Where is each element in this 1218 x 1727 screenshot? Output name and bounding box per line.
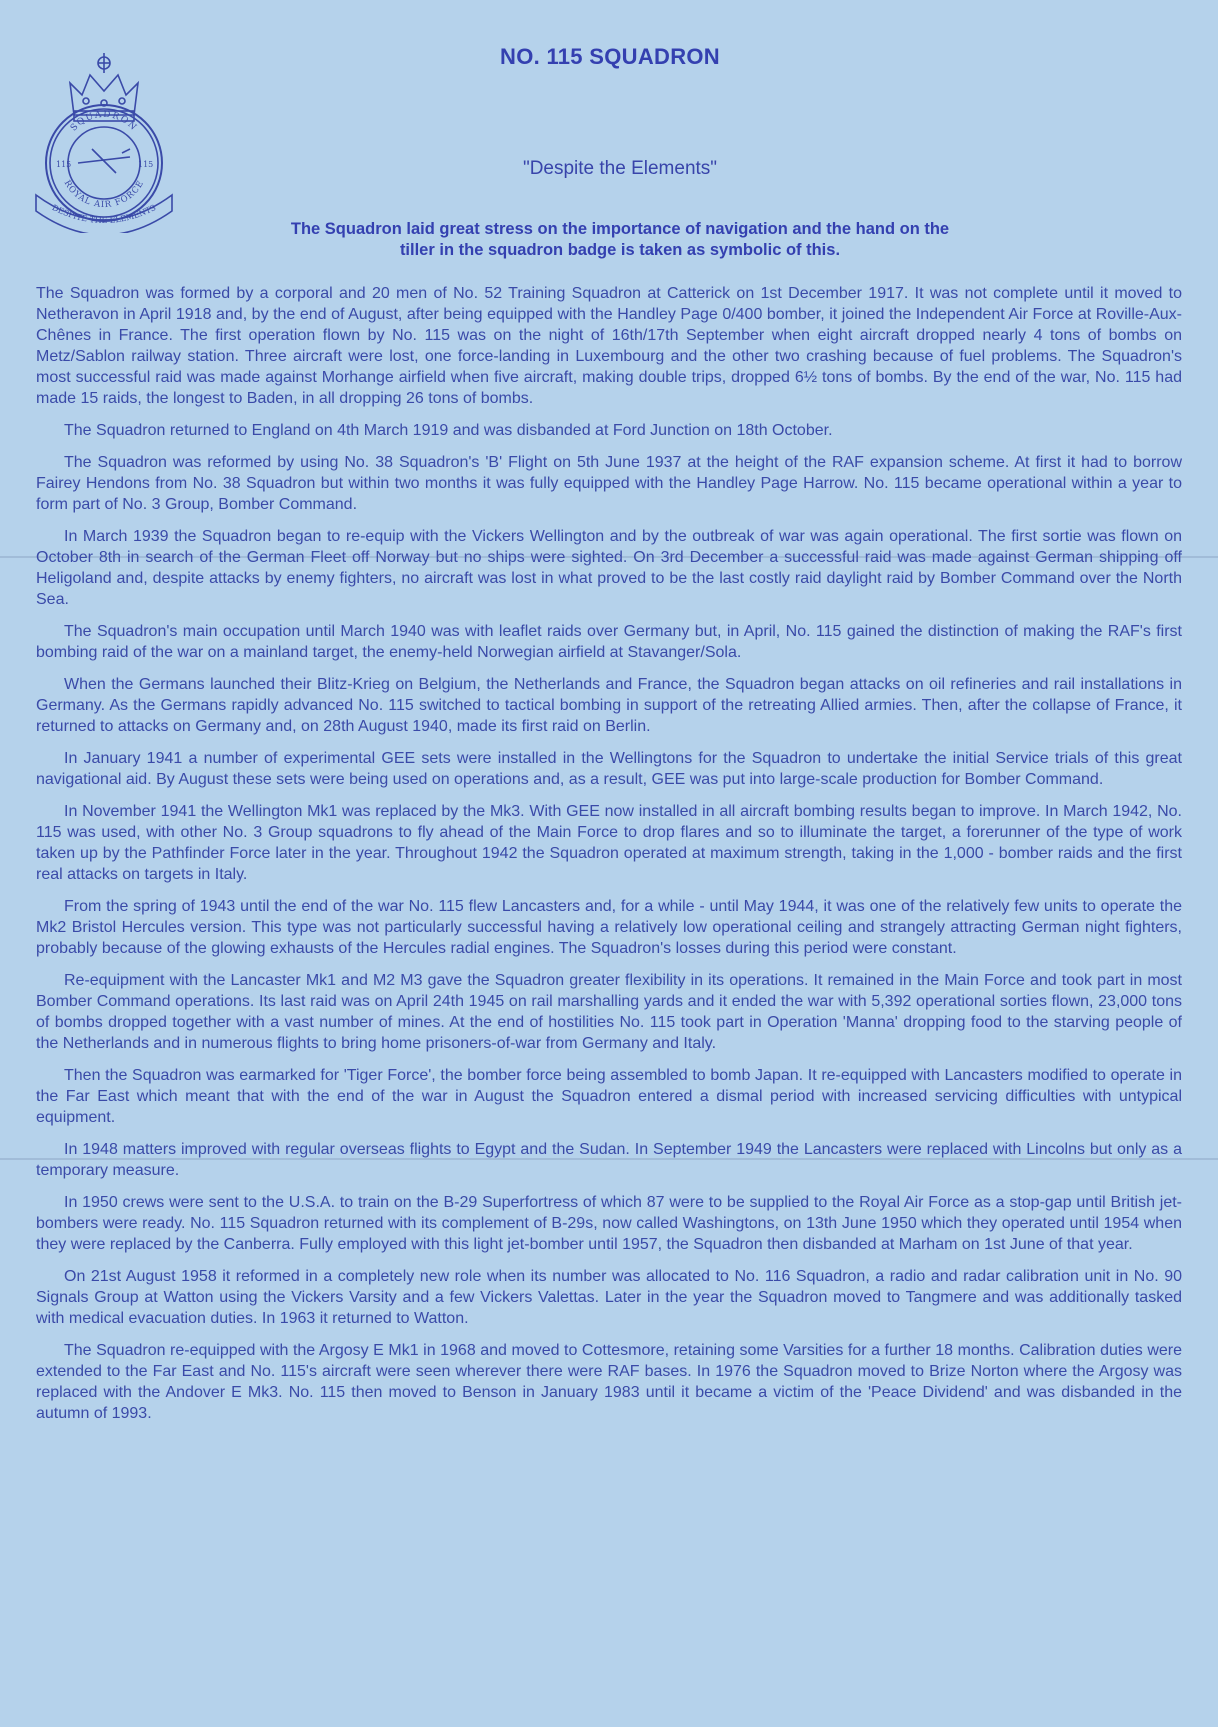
badge-top-text: SQUADRON <box>68 109 140 134</box>
history-paragraph: The Squadron re-equipped with the Argosy E Mk1 in 1968 and moved to Cottesmore, retaining some Varsities for a further 18 months. Calibration duties were extended to the Far East and No. 115's aircraft were seen wherever there were RAF bases. In 1976 the Squadron moved to Brize Norton where the Argosy was replaced with the Andover E Mk3. No. 115 then moved to Benson in January 1983 until it became a victim of the 'Peace Dividend' and was disbanded in the autumn of 1993. <box>36 1342 1182 1422</box>
history-paragraph: In January 1941 a number of experimental GEE sets were installed in the Wellingtons for the Squadron to undertake the initial Service trials of this great navigational aid. By August these sets were being used on operations and, as a result, GEE was put into large-scale production for Bomber Command. <box>36 750 1182 788</box>
history-paragraph: In March 1939 the Squadron began to re-equip with the Vickers Wellington and by the outbreak of war was again operational. The first sortie was flown on October 8th in search of the German Fleet off Norway but no ships were sighted. On 3rd December a successful raid was made against German shipping off Heligoland and, despite attacks by enemy fighters, no aircraft was lost in what proved to be the last costly raid daylight raid by Bomber Command over the North Sea. <box>36 528 1182 608</box>
history-paragraph: Then the Squadron was earmarked for 'Tiger Force', the bomber force being assembled to bomb Japan. It re-equipped with Lancasters modified to operate in the Far East which meant that with the end of the war in August the Squadron entered a dismal period with increased servicing difficulties with untypical equipment. <box>36 1067 1182 1126</box>
intro-statement: The Squadron laid great stress on the importance of navigation and the hand on the tiller in the squadron badge is taken as symbolic of this. <box>290 220 950 259</box>
badge-scroll-text: DESPITE THE ELEMENTS <box>50 203 158 226</box>
badge-ring-text: ROYAL AIR FORCE <box>61 178 147 211</box>
history-paragraph: When the Germans launched their Blitz-Krieg on Belgium, the Netherlands and France, the Squadron began attacks on oil refineries and rail installations in Germany. As the Germans rapidly advanced No. 115 switched to tactical bombing in support of the retreating Allied armies. Then, after the collapse of France, it returned to attacks on Germany and, on 28th August 1940, made its first raid on Berlin. <box>36 676 1182 735</box>
history-paragraph: The Squadron returned to England on 4th March 1919 and was disbanded at Ford Junction on 18th October. <box>64 422 833 439</box>
history-paragraph: The Squadron's main occupation until March 1940 was with leaflet raids over Germany but, in April, No. 115 gained the distinction of making the RAF's first bombing raid of the war on a mainland target, the enemy-held Norwegian airfield at Stavanger/Sola. <box>36 623 1182 661</box>
history-paragraph: In 1950 crews were sent to the U.S.A. to train on the B-29 Superfortress of which 87 were to be supplied to the Royal Air Force as a stop-gap until British jet-bombers were ready. No. 115 Squadron returned with its complement of B-29s, now called Washingtons, on 13th June 1950 which they operated until 1954 when they were replaced by the Canberra. Fully employed with this light jet-bomber until 1957, the Squadron then disbanded at Marham on 1st June of that year. <box>36 1194 1182 1253</box>
history-text <box>36 283 1182 1435</box>
badge-number-right: 115 <box>138 160 154 169</box>
history-paragraph: On 21st August 1958 it reformed in a completely new role when its number was allocated to No. 116 Squadron, a radio and radar calibration unit in No. 90 Signals Group at Watton using the Vickers Varsity and a few Vickers Valettas. Later in the year the Squadron moved to Tangmere and was additionally tasked with medical evacuation duties. In 1963 it returned to Watton. <box>36 1268 1182 1327</box>
page-title: NO. 115 SQUADRON <box>500 44 720 69</box>
squadron-motto: "Despite the Elements" <box>522 158 718 179</box>
badge-number-left: 115 <box>56 160 72 169</box>
history-paragraph: In November 1941 the Wellington Mk1 was replaced by the Mk3. With GEE now installed in all aircraft bombing results began to improve. In March 1942, No. 115 was used, with other No. 3 Group squadrons to fly ahead of the Main Force to drop flares and so to illuminate the target, a forerunner of the type of work taken up by the Pathfinder Force later in the year. Throughout 1942 the Squadron operated at maximum strength, taking in the 1,000 - bomber raids and the first real attacks on targets in Italy. <box>36 803 1182 883</box>
history-paragraph: In 1948 matters improved with regular overseas flights to Egypt and the Sudan. In September 1949 the Lancasters were replaced with Lincolns but only as a temporary measure. <box>36 1141 1182 1179</box>
history-paragraph: From the spring of 1943 until the end of the war No. 115 flew Lancasters and, for a while - until May 1944, it was one of the relatively few units to operate the Mk2 Bristol Hercules version. This type was not particularly successful having a relatively low operational ceiling and strangely attracting German night fighters, probably because of the glowing exhausts of the Hercules radial engines. The Squadron's losses during this period were constant. <box>36 898 1182 957</box>
history-paragraph: The Squadron was reformed by using No. 38 Squadron's 'B' Flight on 5th June 1937 at the height of the RAF expansion scheme. At first it had to borrow Fairey Hendons from No. 38 Squadron but within two months it was fully equipped with the Handley Page Harrow. No. 115 became operational within a year to form part of No. 3 Group, Bomber Command. <box>36 454 1182 513</box>
history-paragraph: The Squadron was formed by a corporal and 20 men of No. 52 Training Squadron at Catterick on 1st December 1917. It was not complete until it moved to Netheravon in April 1918 and, by the end of August, after being equipped with the Handley Page 0/400 bomber, it joined the Independent Air Force at Roville-Aux-Chênes in France. The first operation flown by No. 115 was on the night of 16th/17th September when eight aircraft dropped nearly 4 tons of bombs on Metz/Sablon railway station. Three aircraft were lost, one force-landing in Luxembourg and the other two crashing because of fuel problems. The Squadron's most successful raid was made against Morhange airfield when five aircraft, making double trips, dropped 6½ tons of bombs. By the end of the war, No. 115 had made 15 raids, the longest to Baden, in all dropping 26 tons of bombs. <box>36 285 1182 407</box>
squadron-badge-icon <box>30 45 178 233</box>
history-paragraph: Re-equipment with the Lancaster Mk1 and M2 M3 gave the Squadron greater flexibility in its operations. It remained in the Main Force and took part in most Bomber Command operations. Its last raid was on April 24th 1945 on rail marshalling yards and it ended the war with 5,392 operational sorties flown, 23,000 tons of bombs dropped together with a vast number of mines. At the end of hostilities No. 115 took part in Operation 'Manna' dropping food to the starving people of the Netherlands and in numerous flights to bring home prisoners-of-war from Germany and Italy. <box>36 972 1182 1052</box>
